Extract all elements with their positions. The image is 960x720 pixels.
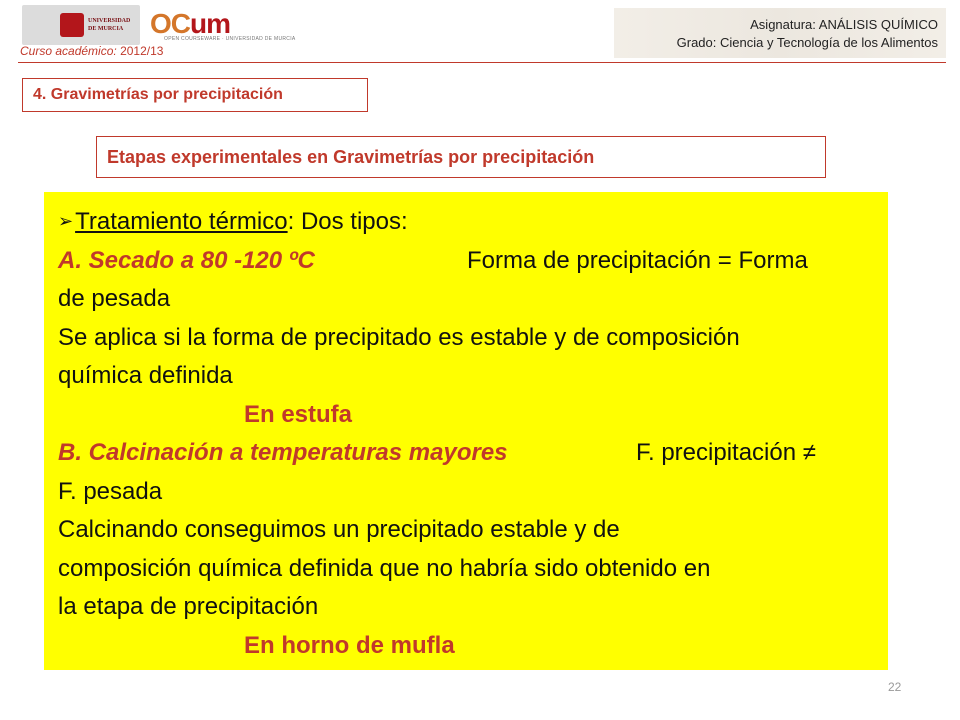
curso-label: Curso académico: — [20, 44, 117, 58]
slide-subtitle: Etapas experimentales en Gravimetrías por precipitación — [96, 136, 826, 178]
option-b-rest: F. precipitación ≠ — [636, 439, 816, 466]
option-a-desc-line2: química definida — [58, 362, 233, 389]
ocw-mark-um: um — [190, 8, 230, 39]
asignatura-line: Asignatura: ANÁLISIS QUÍMICO — [750, 17, 938, 32]
option-a-rest: Forma de precipitación = Forma — [467, 246, 808, 274]
option-a-label: A. Secado a 80 -120 ºC — [58, 246, 315, 274]
option-a-rest-line2: de pesada — [58, 285, 171, 312]
universidad-murcia-logo — [22, 5, 140, 45]
content-panel — [44, 192, 888, 670]
curso-academico — [20, 44, 163, 58]
grado-line: Grado: Ciencia y Tecnología de los Alimentos — [676, 35, 938, 50]
arrow-bullet-icon: ➢ — [58, 211, 74, 231]
option-b-rest-line2: F. pesada — [58, 477, 163, 505]
option-b-desc-line3: la etapa de precipitación — [58, 593, 319, 620]
option-b-desc-line1: Calcinando conseguimos un precipitado estable y de — [58, 516, 620, 543]
curso-year: 2012/13 — [120, 44, 164, 58]
option-b-where: En horno de mufla — [244, 631, 455, 659]
page-number: 22 — [888, 680, 902, 694]
option-b-label: B. Calcinación a temperaturas mayores — [58, 439, 508, 466]
ocw-subtitle: OPEN COURSEWARE · UNIVERSIDAD DE MURCIA — [164, 36, 296, 42]
heading-rest: : Dos tipos: — [287, 208, 408, 235]
option-a-desc-line1: Se aplica si la forma de precipitado es estable y de composición — [58, 323, 740, 351]
section-title: 4. Gravimetrías por precipitación — [22, 78, 368, 112]
university-shield-icon — [60, 13, 84, 37]
logo-umu-text: UNIVERSIDAD DE MURCIA — [88, 18, 131, 32]
heading-underlined: Tratamiento térmico — [75, 208, 288, 235]
option-b-line — [58, 434, 882, 473]
panel-content — [58, 202, 882, 665]
heading-line — [58, 202, 882, 242]
option-b-desc-line2: composición química definida que no habría sido obtenido en — [58, 554, 711, 582]
option-a-where: En estufa — [244, 400, 353, 428]
option-a-line — [58, 242, 882, 281]
ocw-mark-oc: OC — [150, 8, 190, 39]
header-divider — [18, 62, 946, 63]
asignatura-box — [614, 8, 946, 58]
ocw-um-logo — [150, 8, 296, 44]
